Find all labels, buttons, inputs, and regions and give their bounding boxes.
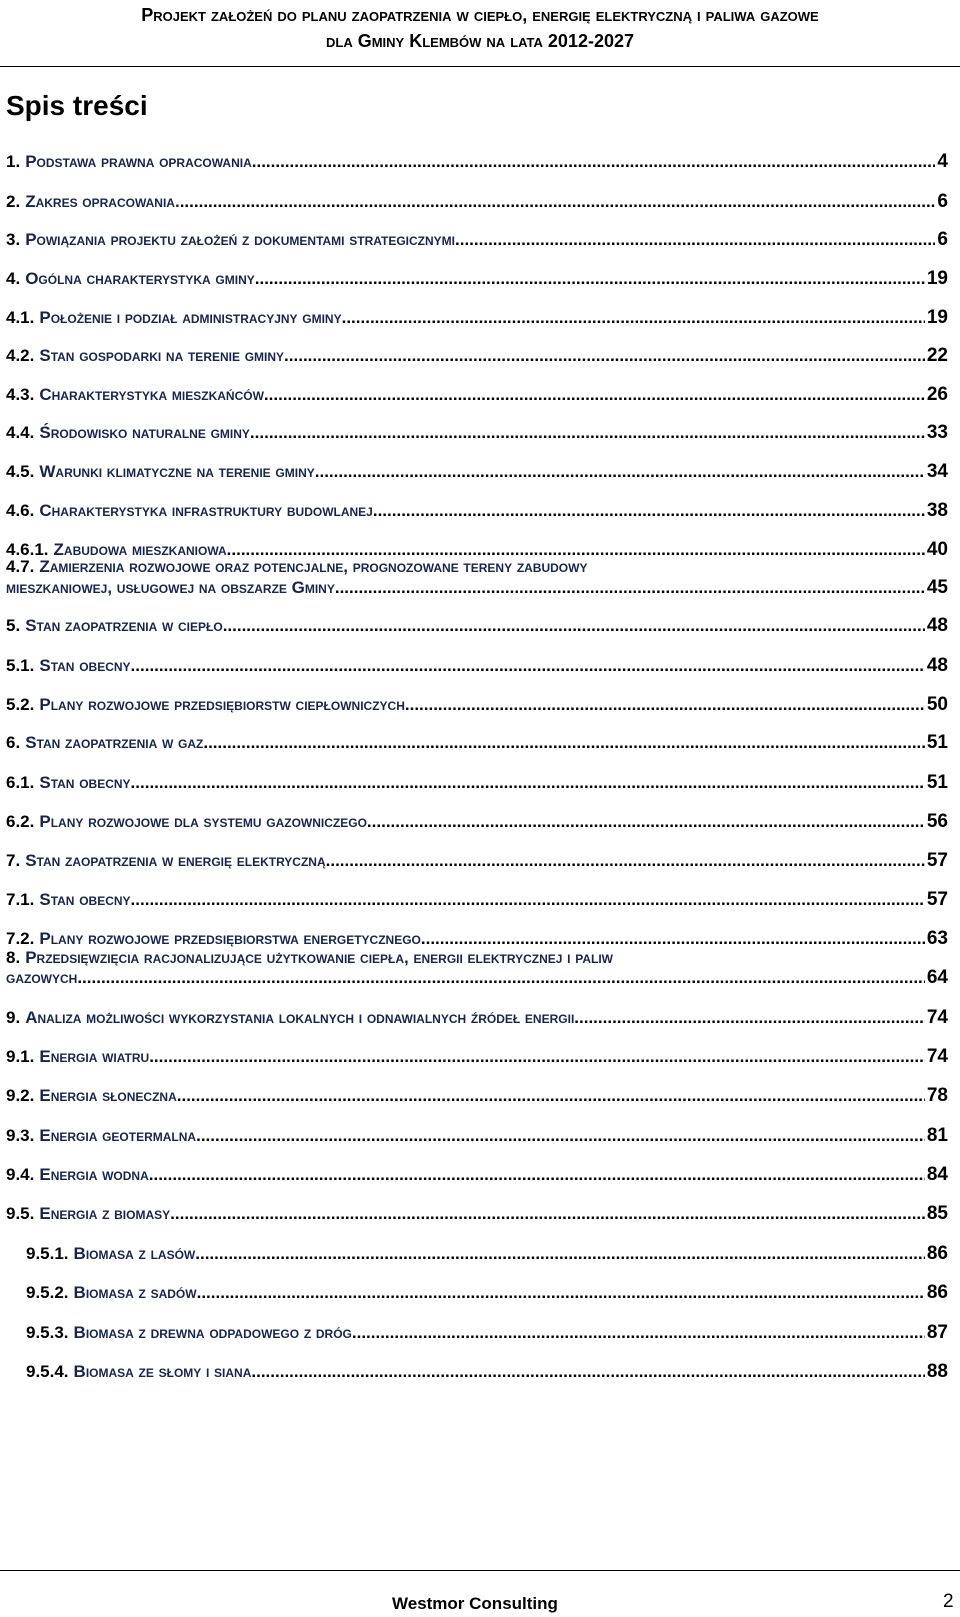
toc-entry-text: Przedsięwzięcia racjonalizujące użytkowanie ciepła, energii elektrycznej i paliw xyxy=(25,948,613,967)
toc-entry-number: 4.4. xyxy=(6,423,35,442)
toc-dot-leader xyxy=(196,1126,925,1146)
toc-entry-text: Położenie i podział administracyjny gminy xyxy=(39,308,342,327)
toc-entry-text: gazowych xyxy=(6,968,78,987)
toc-entry-text: Powiązania projektu założeń z dokumentami strategicznymi xyxy=(25,230,456,249)
toc-entry[interactable] xyxy=(6,850,948,890)
toc-entry-page: 63 xyxy=(926,928,948,949)
toc-entry-number: 4.2. xyxy=(6,346,35,365)
toc-dot-leader xyxy=(373,501,925,521)
toc-dot-leader xyxy=(170,1204,925,1224)
toc-entry-number: 9.5. xyxy=(6,1204,35,1223)
toc-dot-leader xyxy=(455,230,935,250)
toc-entry-number: 9.5.4. xyxy=(26,1362,69,1381)
toc-entry-text: Środowisko naturalne gminy xyxy=(39,423,250,442)
toc-entry-text: Energia słoneczna xyxy=(39,1086,177,1105)
toc-entry-page: 56 xyxy=(926,811,948,832)
toc-entry-text: Biomasa z sadów xyxy=(73,1283,197,1302)
toc-entry-text: Stan obecny xyxy=(39,773,131,792)
toc-entry-text: Charakterystyka infrastruktury budowlanej xyxy=(39,501,373,520)
toc-dot-leader xyxy=(315,462,925,482)
toc-entry-page: 57 xyxy=(926,889,948,910)
toc-entry[interactable] xyxy=(6,268,948,308)
toc-entry-number: 5.2. xyxy=(6,695,35,714)
toc-entry-page: 86 xyxy=(926,1243,948,1264)
toc-entry-text: Charakterystyka mieszkańców xyxy=(39,385,264,404)
toc-entry-number: 4.5. xyxy=(6,462,35,481)
toc-entry-page: 84 xyxy=(926,1164,948,1185)
toc-dot-leader xyxy=(177,1086,925,1106)
toc-entry-text: Stan zaopatrzenia w energię elektryczną xyxy=(25,851,326,870)
toc-entry-text: Plany rozwojowe przedsiębiorstw ciepłowniczych xyxy=(39,695,405,714)
toc-entry-number: 9.3. xyxy=(6,1126,35,1145)
toc-dot-leader xyxy=(574,1008,925,1028)
toc-entry-page: 19 xyxy=(926,268,948,289)
toc-entry-text: Biomasa z drewna odpadowego z dróg xyxy=(73,1323,352,1342)
toc-dot-leader xyxy=(180,192,936,212)
toc-entry-text: Stan zaopatrzenia w ciepło xyxy=(25,616,223,635)
toc-entry[interactable] xyxy=(6,1203,948,1243)
toc-entry-number: 6.2. xyxy=(6,812,35,831)
toc-entry-number: 4.1. xyxy=(6,308,35,327)
toc-entry-text: Energia wiatru xyxy=(39,1047,150,1066)
toc-entry[interactable] xyxy=(6,615,948,655)
toc-entry-text: Stan zaopatrzenia w gaz xyxy=(25,733,204,752)
page-header xyxy=(0,0,960,70)
toc-entry-page: 48 xyxy=(926,655,948,676)
toc-dot-leader xyxy=(131,890,925,910)
toc-entry-page: 57 xyxy=(926,850,948,871)
toc-entry[interactable] xyxy=(6,772,948,812)
footer-divider xyxy=(0,1570,960,1571)
toc-entry[interactable] xyxy=(6,384,948,424)
toc-entry-text: Plany rozwojowe dla systemu gazowniczego xyxy=(39,812,367,831)
toc-entry-text: Zakres opracowania. xyxy=(25,192,180,211)
toc-entry-text: Zamierzenia rozwojowe oraz potencjalne, prognozowane tereny zabudowy xyxy=(39,557,588,576)
toc-entry-page: 78 xyxy=(926,1085,948,1106)
header-title-line1: Projekt założeń do planu zaopatrzenia w ciepło, energię elektryczną i paliwa gazowe xyxy=(141,5,819,25)
toc-entry-line1 xyxy=(6,948,613,968)
toc-entry[interactable] xyxy=(6,967,948,1007)
toc-entry[interactable] xyxy=(6,732,948,772)
toc-dot-leader xyxy=(335,578,925,598)
toc-entry-number: 9.5.1. xyxy=(26,1244,69,1263)
toc-dot-leader xyxy=(77,968,925,988)
toc-entry-text: Energia wodna xyxy=(39,1165,149,1184)
toc-entry-number: 2. xyxy=(6,192,21,211)
toc-dot-leader xyxy=(197,1283,925,1303)
toc-entry-number: 4.3. xyxy=(6,385,35,404)
toc-dot-leader xyxy=(326,851,925,871)
toc-dot-leader xyxy=(352,1323,925,1343)
toc-dot-leader xyxy=(264,385,925,405)
toc-dot-leader xyxy=(251,1362,924,1382)
toc-entry-page: 64 xyxy=(926,967,948,988)
toc-dot-leader xyxy=(367,812,925,832)
toc-entry-line1 xyxy=(6,557,587,577)
toc-entry-text: Energia geotermalna xyxy=(39,1126,197,1145)
toc-entry-text: Stan obecny xyxy=(39,890,131,909)
toc-entry[interactable] xyxy=(6,229,948,269)
toc-dot-leader xyxy=(284,346,925,366)
toc-entry-page: 86 xyxy=(926,1282,948,1303)
toc-entry-page: 45 xyxy=(926,577,948,598)
toc-entry-page: 50 xyxy=(926,694,948,715)
toc-entry-page: 81 xyxy=(926,1125,948,1146)
toc-entry-number: 5. xyxy=(6,616,21,635)
toc-dot-leader xyxy=(223,616,925,636)
header-divider xyxy=(0,66,960,67)
toc-dot-leader xyxy=(255,269,925,289)
toc-entry-number: 7.2. xyxy=(6,929,35,948)
toc-entry-page: 22 xyxy=(926,345,948,366)
toc-entry-text: Ogólna charakterystyka gminy xyxy=(25,269,255,288)
toc-entry-number: 1. xyxy=(6,152,21,171)
toc-entry-text: mieszkaniowej, usługowej na obszarze Gminy xyxy=(6,578,335,597)
toc-entry-number: 9.4. xyxy=(6,1165,35,1184)
toc-entry-number: 5.1. xyxy=(6,656,35,675)
toc-entry-page: 88 xyxy=(926,1361,948,1382)
toc-entry-page: 87 xyxy=(926,1322,948,1343)
toc-entry-text: Biomasa z lasów xyxy=(73,1244,196,1263)
toc-entry[interactable] xyxy=(6,694,948,734)
toc-entry-page: 51 xyxy=(926,732,948,753)
toc-entry[interactable] xyxy=(6,191,948,231)
toc-entry[interactable] xyxy=(6,577,948,617)
toc-entry[interactable] xyxy=(6,811,948,851)
toc-entry[interactable] xyxy=(6,889,948,929)
toc-entry-number: 9. xyxy=(6,1008,21,1027)
toc-entry-number: 6.1. xyxy=(6,773,35,792)
toc-entry[interactable] xyxy=(6,151,948,191)
toc-entry-page: 40 xyxy=(926,539,948,560)
toc-entry-page: 51 xyxy=(926,772,948,793)
toc-dot-leader xyxy=(252,152,936,172)
toc-entry-text: Plany rozwojowe przedsiębiorstwa energetycznego xyxy=(39,929,421,948)
toc-entry-number: 9.5.3. xyxy=(26,1323,69,1342)
header-title-line2: dla Gminy Klembów na lata 2012-2027 xyxy=(325,31,635,51)
toc-entry[interactable] xyxy=(6,500,948,540)
toc-entry-page: 85 xyxy=(926,1203,948,1224)
footer-page-number: 2 xyxy=(943,1591,954,1612)
toc-dot-leader xyxy=(203,733,925,753)
toc-entry-page: 38 xyxy=(926,500,948,521)
toc-entry-number: 3. xyxy=(6,230,21,249)
toc-entry[interactable] xyxy=(6,1046,948,1086)
toc-entry-number: 7.1. xyxy=(6,890,35,909)
toc-dot-leader xyxy=(250,423,925,443)
toc-entry[interactable] xyxy=(6,1007,948,1047)
toc-entry-text: Warunki klimatyczne na terenie gminy xyxy=(39,462,315,481)
toc-entry-page: 26 xyxy=(926,384,948,405)
toc-entry[interactable] xyxy=(6,1125,948,1165)
toc-entry[interactable] xyxy=(26,1361,948,1401)
toc-entry[interactable] xyxy=(6,345,948,385)
toc-entry-number: 4.7. xyxy=(6,557,35,576)
toc-entry-page: 6 xyxy=(937,229,948,250)
toc-dot-leader xyxy=(195,1244,925,1264)
toc-dot-leader xyxy=(131,773,925,793)
toc-entry-text: Podstawa prawna opracowania xyxy=(25,152,252,171)
toc-dot-leader xyxy=(149,1047,925,1067)
toc-entry-page: 74 xyxy=(926,1046,948,1067)
toc-entry[interactable] xyxy=(26,1243,948,1283)
toc-title: Spis treści xyxy=(6,90,148,121)
toc-entry[interactable] xyxy=(6,1164,948,1204)
toc-entry-page: 6 xyxy=(937,191,948,212)
footer-company: Westmor Consulting xyxy=(392,1594,558,1613)
toc-entry-text: Energia z biomasy xyxy=(39,1204,171,1223)
toc-dot-leader xyxy=(149,1165,925,1185)
toc-entry[interactable] xyxy=(26,1322,948,1362)
toc-dot-leader xyxy=(421,929,925,949)
toc-entry-number: 6. xyxy=(6,733,21,752)
toc-entry[interactable] xyxy=(6,1085,948,1125)
toc-dot-leader xyxy=(131,656,925,676)
toc-entry-page: 33 xyxy=(926,422,948,443)
toc-entry-number: 7. xyxy=(6,851,21,870)
toc-entry[interactable] xyxy=(26,1282,948,1322)
toc-entry-text: Analiza możliwości wykorzystania lokalnych i odnawialnych źródeł energii xyxy=(25,1008,575,1027)
toc-entry-page: 74 xyxy=(926,1007,948,1028)
toc-entry[interactable] xyxy=(6,655,948,695)
toc-entry-text: Biomasa ze słomy i siana xyxy=(73,1362,252,1381)
toc-entry-page: 4 xyxy=(937,151,948,172)
toc-entry-text: Zabudowa mieszkaniowa xyxy=(53,540,227,559)
toc-entry[interactable] xyxy=(6,307,948,347)
toc-entry-number: 4. xyxy=(6,269,21,288)
toc-dot-leader xyxy=(342,308,925,328)
toc-entry-number: 9.5.2. xyxy=(26,1283,69,1302)
toc-entry-number: 8. xyxy=(6,948,21,967)
toc-entry-page: 34 xyxy=(926,461,948,482)
toc-entry-text: Stan gospodarki na terenie gminy xyxy=(39,346,285,365)
toc-entry[interactable] xyxy=(6,422,948,462)
toc-entry-text: Stan obecny xyxy=(39,656,131,675)
toc-entry-number: 4.6.1. xyxy=(6,540,49,559)
toc-entry-number: 9.2. xyxy=(6,1086,35,1105)
toc-entry[interactable] xyxy=(6,461,948,501)
toc-dot-leader xyxy=(405,695,925,715)
toc-entry-page: 48 xyxy=(926,615,948,636)
toc-entry-number: 4.6. xyxy=(6,501,35,520)
toc-entry-number: 9.1. xyxy=(6,1047,35,1066)
toc-entry-page: 19 xyxy=(926,307,948,328)
